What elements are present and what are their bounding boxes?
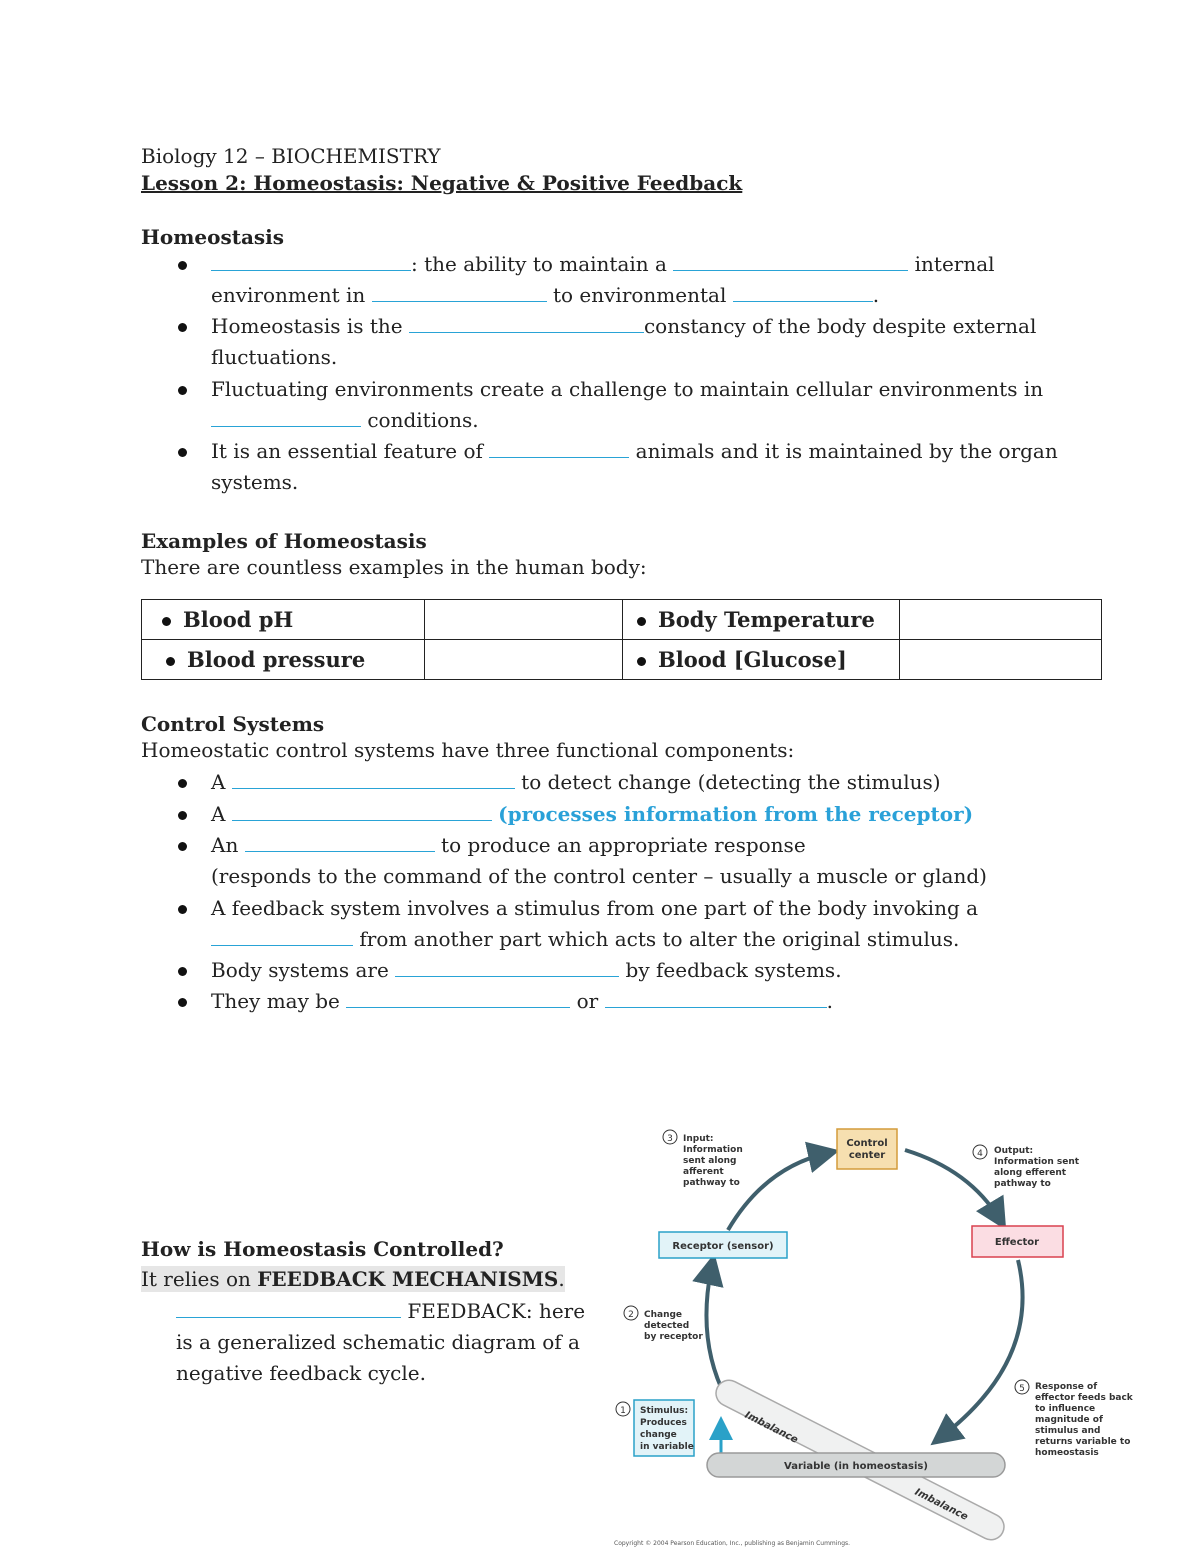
text: A (211, 802, 226, 826)
arrow-effector-to-variable (940, 1260, 1023, 1438)
arrow-control-to-effector (905, 1150, 1000, 1220)
effector-label: Effector (994, 1237, 1040, 1248)
bullet (637, 617, 646, 626)
bullet (162, 617, 171, 626)
bullet (178, 811, 187, 820)
fill-in-blank[interactable] (176, 1299, 401, 1318)
examples-heading: Examples of Homeostasis (141, 529, 427, 553)
bullet (178, 323, 187, 332)
control-bullet-3 (211, 832, 806, 858)
homeostasis-bullet-3: Fluctuating environments create a challenge to maintain cellular environments in (211, 377, 1044, 401)
controlled-line-3: is a generalized schematic diagram of a (176, 1330, 580, 1354)
text: or (576, 989, 599, 1013)
cell-text: Blood pH (183, 607, 294, 632)
text: A (211, 770, 226, 794)
controlled-line-1 (141, 1266, 565, 1292)
text: : the ability to maintain a (411, 252, 667, 276)
step-1-badge (616, 1402, 630, 1416)
control-bullet-3-line2: (responds to the command of the control center – usually a muscle or gland) (211, 864, 987, 888)
text: to detect change (detecting the stimulus) (521, 770, 941, 794)
homeostasis-bullet-1-line2 (211, 282, 879, 308)
bullet (178, 905, 187, 914)
imbalance-label-top: Imbalance (742, 1409, 800, 1446)
fill-in-blank[interactable] (733, 283, 873, 302)
svg-text:4: 4 (977, 1149, 983, 1159)
text: constancy of the body despite external (643, 314, 1037, 338)
text: from another part which acts to alter the original stimulus. (359, 927, 960, 951)
control-center-label: Control (846, 1138, 888, 1149)
control-center-label-2: center (848, 1150, 886, 1161)
text: conditions. (367, 408, 479, 432)
homeostasis-bullet-4 (211, 438, 1058, 464)
variable-label: Variable (in homeostasis) (784, 1461, 928, 1472)
controlled-line-2 (176, 1298, 585, 1324)
lesson-title: Lesson 2: Homeostasis: Negative & Positive Feedback (141, 171, 743, 195)
step-3-text: Input: Information sent along afferent pathway to (683, 1134, 743, 1188)
homeostasis-bullet-2-line2: fluctuations. (211, 345, 338, 369)
bullet (178, 448, 187, 457)
text: Homeostasis is the (211, 314, 403, 338)
controlled-line-4: negative feedback cycle. (176, 1361, 426, 1385)
control-bullet-2 (211, 801, 973, 827)
control-center-box (837, 1129, 897, 1169)
step-4-text: Output: Information sent along efferent pathway to (994, 1146, 1080, 1189)
step-5-badge (1015, 1380, 1029, 1394)
text: FEEDBACK MECHANISMS (257, 1267, 559, 1291)
text: It is an essential feature of (211, 439, 483, 463)
copyright-text: Copyright © 2004 Pearson Education, Inc., publishing as Benjamin Cummings. (614, 1540, 851, 1547)
text: animals and it is maintained by the organ (635, 439, 1058, 463)
table-row (142, 600, 1102, 640)
control-bullet-4: A feedback system involves a stimulus from one part of the body invoking a (211, 896, 979, 920)
examples-table (141, 599, 1102, 680)
control-heading: Control Systems (141, 712, 325, 736)
bullet (166, 657, 175, 666)
text: environment in (211, 283, 366, 307)
table-cell (142, 640, 425, 680)
fill-in-blank[interactable] (245, 833, 435, 852)
text: . (558, 1267, 565, 1291)
text: Body systems are (211, 958, 389, 982)
homeostasis-bullet-3-line2 (211, 407, 479, 433)
text: An (211, 833, 239, 857)
fill-in-blank[interactable] (605, 989, 827, 1008)
cell-text: Body Temperature (658, 607, 875, 632)
text: internal (914, 252, 995, 276)
table-cell[interactable] (425, 640, 623, 680)
bullet (178, 386, 187, 395)
control-bullet-4-line2 (211, 926, 959, 952)
svg-text:1: 1 (620, 1406, 626, 1416)
course-title: Biology 12 – BIOCHEMISTRY (141, 144, 441, 168)
imbalance-label-bottom: Imbalance (912, 1486, 970, 1523)
table-cell (623, 640, 900, 680)
homeostasis-bullet-1 (211, 251, 995, 277)
fill-in-blank[interactable] (232, 770, 515, 789)
homeostasis-bullet-2 (211, 313, 1036, 339)
control-bullet-5 (211, 957, 842, 983)
step-1-text: Stimulus: Produces change in variable (640, 1406, 694, 1452)
text: . (826, 989, 833, 1013)
svg-text:5: 5 (1019, 1384, 1025, 1394)
homeostasis-bullet-4-line2: systems. (211, 470, 299, 494)
arrow-receptor-to-control (728, 1153, 828, 1230)
fill-in-blank[interactable] (489, 439, 629, 458)
fill-in-blank[interactable] (409, 314, 644, 333)
negative-feedback-diagram (600, 1115, 1160, 1553)
text: by feedback systems. (625, 958, 842, 982)
examples-intro: There are countless examples in the human body: (141, 555, 647, 579)
table-cell (623, 600, 900, 640)
fill-in-blank[interactable] (346, 989, 570, 1008)
controlled-heading: How is Homeostasis Controlled? (141, 1237, 504, 1261)
control-bullet-6 (211, 988, 833, 1014)
fill-in-blank[interactable] (211, 408, 361, 427)
text: They may be (211, 989, 340, 1013)
text: FEEDBACK: here (407, 1299, 586, 1323)
bullet (637, 657, 646, 666)
bullet (178, 261, 187, 270)
text: . (872, 283, 880, 307)
step-2-text: Change detected by receptor (644, 1310, 703, 1342)
bullet (178, 998, 187, 1007)
control-intro: Homeostatic control systems have three functional components: (141, 738, 795, 762)
answer-text: (processes information from the receptor) (498, 802, 974, 826)
bullet (178, 967, 187, 976)
table-cell[interactable] (900, 640, 1102, 680)
fill-in-blank[interactable] (372, 283, 547, 302)
table-row (142, 640, 1102, 680)
homeostasis-heading: Homeostasis (141, 225, 285, 249)
fill-in-blank[interactable] (673, 252, 908, 271)
step-5-text: Response of effector feeds back to influence magnitude of stimulus and returns variable to homeostasis (1035, 1382, 1133, 1458)
bullet (178, 779, 187, 788)
step-4-badge (973, 1145, 987, 1159)
control-bullet-1 (211, 769, 941, 795)
text: to environmental (552, 283, 727, 307)
cell-text: Blood pressure (187, 647, 366, 672)
cell-text: Blood [Glucose] (658, 647, 847, 672)
svg-text:2: 2 (628, 1310, 634, 1320)
table-cell (142, 600, 425, 640)
fill-in-blank[interactable] (232, 802, 492, 821)
table-cell[interactable] (425, 600, 623, 640)
svg-text:3: 3 (667, 1134, 673, 1144)
text: to produce an appropriate response (441, 833, 806, 857)
receptor-label: Receptor (sensor) (672, 1241, 774, 1252)
table-cell[interactable] (900, 600, 1102, 640)
fill-in-blank[interactable] (211, 252, 411, 271)
fill-in-blank[interactable] (395, 958, 619, 977)
text: It relies on (141, 1267, 251, 1291)
fill-in-blank[interactable] (211, 927, 353, 946)
step-2-badge (624, 1306, 638, 1320)
step-3-badge (663, 1130, 677, 1144)
bullet (178, 842, 187, 851)
